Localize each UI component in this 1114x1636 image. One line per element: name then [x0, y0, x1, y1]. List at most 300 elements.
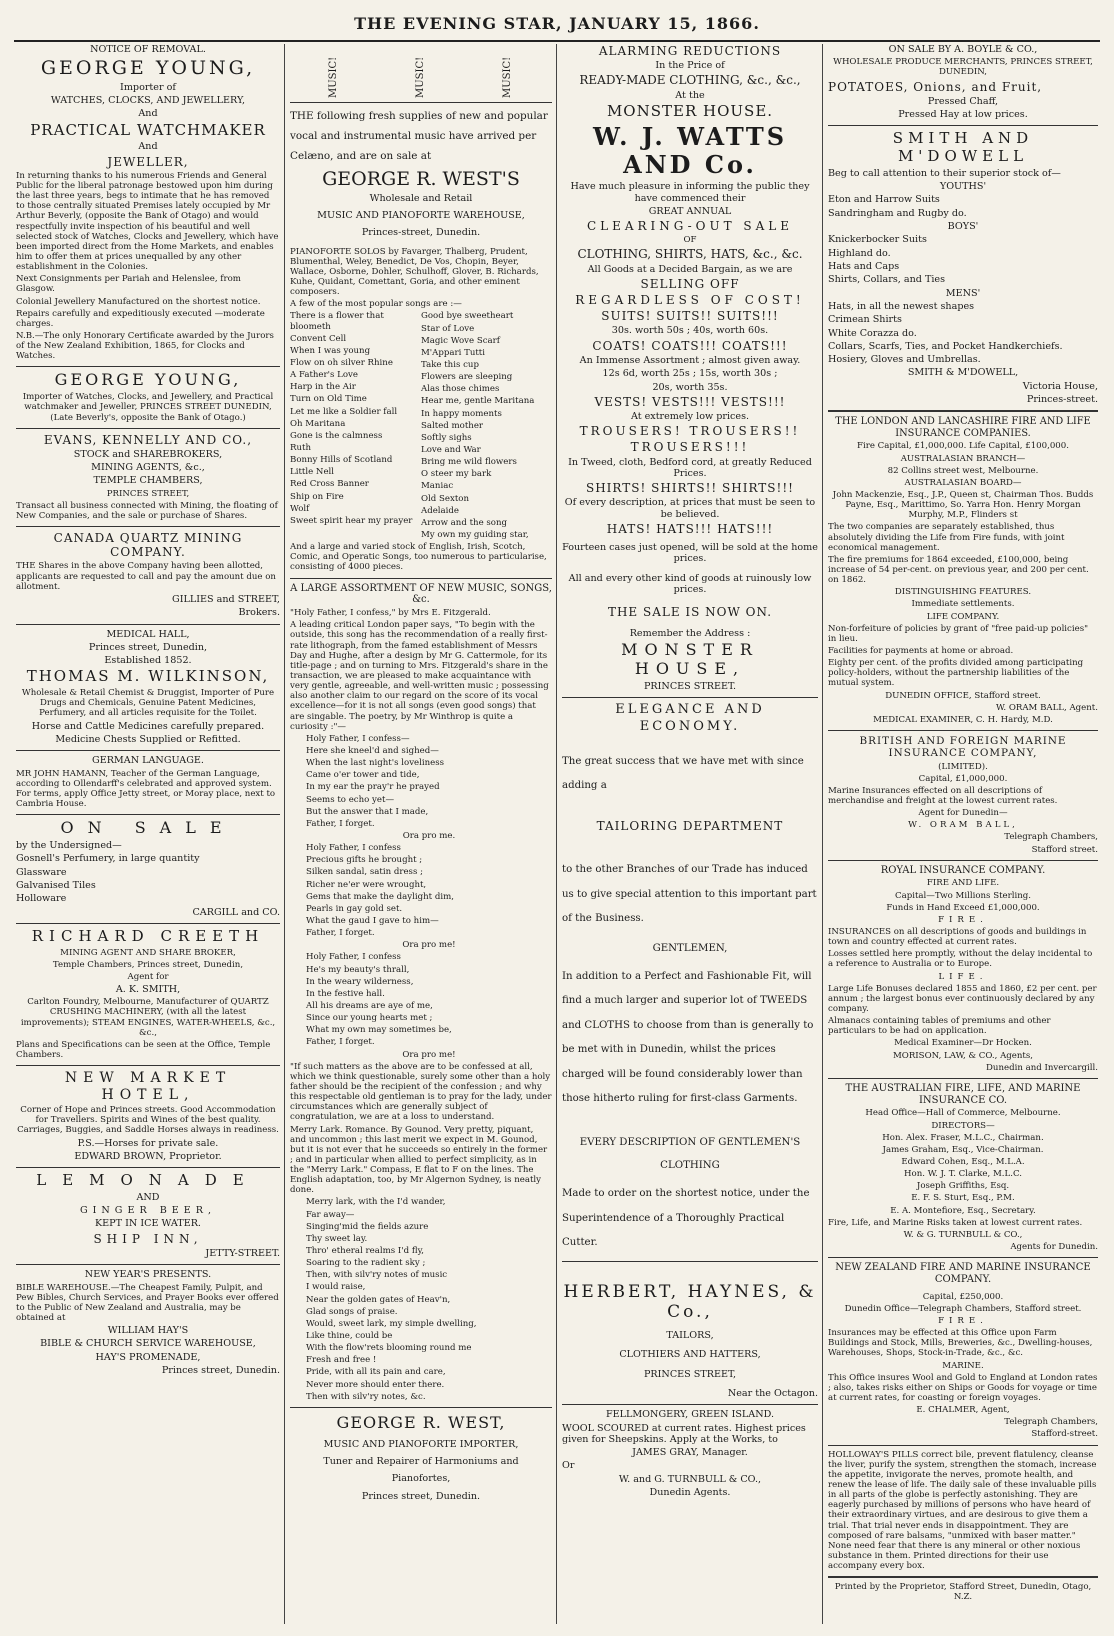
ad-line: AUSTRALASIAN BOARD—: [904, 477, 1022, 488]
ad-body: N.B.—The only Honorary Certificate awarded by the Jurors of the New Zealand Exhibition, 1865, for Clocks and Watches.: [16, 330, 274, 362]
ad-evans-kennelly: [16, 433, 280, 522]
ad-signature: Agents for Dunedin.: [1010, 1241, 1098, 1252]
verse-line: Ora pro me!: [402, 940, 456, 951]
verse: [306, 952, 552, 1059]
ad-body: Large Life Bonuses declared 1855 and 1860, £2 per cent. per annum ; the largest bonus ever continuously declared by any company.: [828, 983, 1097, 1014]
ad-george-west-2: [290, 1414, 552, 1502]
verse: [306, 1197, 552, 1401]
ad-body: Colonial Jewellery Manufactured on the shortest notice.: [16, 296, 261, 307]
ad-body: A leading critical London paper says, "To begin with the outside, this song has the recommendation of a really first-rate lithograph, from the famed establishment of Messrs Day and Hughe, after a design by Mr G. Cattermole, for its title-page ; and on turning to Mrs. Fitzgerald's share in the transaction, we are pleased to make acquaintance with very gentle, agreeable, and well-written music ; possessing also another claim to our regard on the score of its vocal excellence—for it is not all songs (even good songs) that are singable. The poetry, by Mr Winthrop is quite a curiosity :"—: [290, 620, 549, 732]
verse-line: Far away—: [306, 1209, 355, 1220]
ad-body: Beg to call attention to their superior stock of—: [828, 167, 1061, 179]
list-item: Sweet spirit hear my prayer: [290, 515, 413, 526]
ad-line: Agent for: [127, 971, 169, 982]
ad-fellmongery: [562, 1409, 818, 1498]
ad-line: Pianofortes,: [391, 1473, 451, 1485]
ad-body: Eighty per cent. of the profits divided among participating policy-holders, without the partnership liabilities of the mutual system.: [828, 658, 1084, 689]
ad-line: by the Undersigned—: [16, 839, 122, 851]
verse-line: Holy Father, I confess: [306, 952, 401, 963]
ad-line: Capital, £1,000,000.: [918, 773, 1008, 784]
ad-line: W. ORAM BALL,: [908, 820, 1018, 831]
ad-line: JEWELLER,: [107, 154, 189, 169]
list-item: Bring me wild flowers: [421, 457, 517, 468]
ad-line: MUSIC AND PIANOFORTE WAREHOUSE,: [317, 210, 525, 222]
ad-medical-hall: [16, 629, 280, 746]
ad-smith-mdowell: [828, 130, 1098, 405]
list-item: Turn on Old Time: [290, 394, 367, 405]
list-item: Convent Cell: [290, 333, 347, 344]
list-item: Sandringham and Rugby do.: [828, 207, 967, 219]
advertiser-name: GEORGE YOUNG,: [40, 57, 256, 80]
list-item: Ship on Fire: [290, 491, 344, 502]
list-item: Little Nell: [290, 467, 335, 478]
ad-heading: NEW YEAR'S PRESENTS.: [84, 1269, 212, 1281]
ad-heading: ELEGANCE AND ECONOMY.: [615, 701, 765, 734]
list-item: Hon. W. J. T. Clarke, M.L.C.: [904, 1169, 1022, 1180]
ad-line: In the Price of: [655, 60, 725, 72]
list-item: Eton and Harrow Suits: [828, 194, 940, 206]
imprint: [828, 1582, 1098, 1602]
divider: [16, 526, 280, 527]
verse-line: Precious gifts he brought ;: [306, 855, 423, 866]
verse-line: Thy sweet lay.: [306, 1233, 368, 1244]
list-item: Gosnell's Perfumery, in large quantity: [16, 853, 200, 865]
list-item: White Corazza do.: [828, 327, 917, 339]
ad-line: BOYS': [947, 221, 979, 232]
verse-line: What my own may sometimes be,: [306, 1025, 452, 1036]
ad-line: OF: [683, 235, 697, 246]
ad-line: JETTY-STREET.: [205, 1247, 280, 1259]
divider: [16, 923, 280, 924]
ad-line: AUSTRALASIAN BRANCH—: [900, 453, 1026, 464]
verse-line: Silken sandal, satin dress ;: [306, 867, 423, 878]
ad-heading: THE LONDON AND LANCASHIRE FIRE AND LIFE INSURANCE COMPANIES.: [835, 416, 1091, 439]
ad-body: WOOL SCOURED at current rates. Highest prices given for Sheepskins. Apply at the Works, to: [562, 1422, 806, 1445]
ad-body: MR JOHN HAMANN, Teacher of the German Language, according to Ollendarff's celebrated and approved system. For terms, apply Office Jetty street, or Moray place, next to Cambria House.: [16, 768, 276, 809]
verse-line: I would raise,: [306, 1282, 366, 1293]
ad-body: to the other Branches of our Trade has induced us to give special attention to this important part of the Business.: [562, 864, 817, 925]
ad-body: Non-forfeiture of policies by grant of "free paid-up policies" in lieu.: [828, 623, 1089, 644]
ad-herbert-haynes: [562, 1282, 818, 1399]
ad-body: BIBLE WAREHOUSE.—The Cheapest Family, Pulpit, and Pew Bibles, Church Services, and Prayer Books ever offered to the Public of New Zealand and Australia, may be obtained at: [16, 1282, 279, 1323]
divider: [562, 697, 818, 698]
verse-line: In the weary wilderness,: [306, 976, 414, 987]
list-item: Arrow and the song: [421, 517, 508, 528]
ad-line: GENTLEMEN,: [652, 942, 728, 954]
ad-line: P.S.—Horses for private sale.: [77, 1137, 219, 1149]
ad-heading: ON SALE: [60, 818, 236, 838]
verse-line: Ora pro me.: [402, 830, 456, 841]
list-item: Knickerbocker Suits: [828, 234, 927, 246]
ad-signature: W. ORAM BALL, Agent.: [996, 702, 1098, 713]
ad-line: Or: [562, 1460, 575, 1472]
ad-line: Importer of: [120, 81, 176, 93]
advertiser-name: EVANS, KENNELLY AND CO.,: [43, 432, 253, 447]
ad-line: Fourteen cases just opened, will be sold at the home prices.: [562, 542, 818, 565]
ad-line: And: [138, 108, 158, 120]
music-label: MUSIC!: [502, 56, 514, 98]
advertiser-name: SMITH AND M'DOWELL: [892, 129, 1034, 166]
ad-body: "If such matters as the above are to be confessed at all, which we think questionable, surely some other than a holy father should be the recipient of the confession ; and why this respectable old gentleman is to pray for the lady, under circumstances which are generally subject of congratulation, we are at a loss to understand.: [290, 1061, 552, 1123]
ad-george-young-2: [16, 371, 280, 422]
ad-heading: BRITISH AND FOREIGN MARINE INSURANCE COMPANY,: [859, 734, 1067, 760]
ad-line: WHOLESALE PRODUCE MERCHANTS, PRINCES STREET, DUNEDIN,: [833, 57, 1093, 78]
masthead: THE EVENING STAR, JANUARY 15, 1866.: [354, 14, 760, 33]
ad-line: PRINCES STREET.: [643, 680, 737, 692]
ad-line: EVERY DESCRIPTION OF GENTLEMEN'S: [579, 1136, 801, 1148]
ad-line: W. and G. TURNBULL & CO.,: [618, 1473, 762, 1485]
list-item: Galvanised Tiles: [16, 879, 96, 891]
divider: [16, 1167, 280, 1168]
list-item: M'Appari Tutti: [421, 347, 486, 358]
music-banner: [290, 44, 552, 98]
song-list-left: [290, 311, 421, 542]
imprint-text: Printed by the Proprietor, Stafford Street, Dunedin, Otago, N.Z.: [834, 1582, 1092, 1603]
ad-body: Have much pleasure in informing the public they have commenced their: [570, 181, 810, 204]
ad-elegance-economy: [562, 702, 818, 1256]
ad-australian-fire: [828, 1083, 1098, 1252]
list-item: Flow on oh silver Rhine: [290, 358, 393, 369]
advertiser-name: HERBERT, HAYNES, & Co.,: [563, 1281, 817, 1322]
ad-line: COATS! COATS!!! COATS!!!: [592, 338, 788, 353]
advertiser-name: THOMAS M. WILKINSON,: [26, 667, 270, 686]
ad-heading: GERMAN LANGUAGE.: [92, 755, 204, 767]
verse-line: Holy Father, I confess—: [306, 733, 410, 744]
list-item: E. F. S. Sturt, Esq., P.M.: [911, 1193, 1015, 1204]
ad-line: MINING AGENTS, &c.,: [91, 462, 205, 474]
divider: [828, 1078, 1098, 1079]
ad-line: Pressed Hay at low prices.: [898, 109, 1028, 121]
song-list-right: [421, 311, 552, 542]
music-label: MUSIC!: [327, 56, 339, 98]
column-4: [828, 44, 1098, 1624]
verse-line: Father, I forget.: [306, 818, 375, 829]
advertiser-name: NEW MARKET HOTEL,: [64, 1070, 232, 1103]
ad-signature: W. & G. TURNBULL & CO.,: [903, 1229, 1023, 1240]
ad-line: JAMES GRAY, Manager.: [632, 1447, 748, 1459]
divider: [828, 1445, 1098, 1446]
ad-body: INSURANCES on all descriptions of goods and buildings in town and country effected at current rates.: [828, 927, 1087, 948]
ad-line: HATS! HATS!!! HATS!!!: [606, 522, 774, 537]
ad-body: The two companies are separately established, thus absolutely dividing the Life from Fire funds, with joint economical management.: [828, 522, 1065, 553]
column-divider: [556, 44, 557, 1624]
ad-line: CLEARING-OUT SALE: [586, 219, 794, 234]
ad-line: 30s. worth 50s ; 40s, worth 60s.: [611, 325, 769, 337]
verse-line: What the gaud I gave to him—: [306, 915, 439, 926]
ad-line: TROUSERS! TROUSERS!!: [579, 424, 801, 439]
verse: [306, 843, 552, 950]
divider: [828, 1257, 1098, 1258]
divider: [16, 1065, 280, 1066]
ad-heading: A LARGE ASSORTMENT OF NEW MUSIC, SONGS, &c.: [290, 582, 552, 606]
divider: [828, 125, 1098, 126]
list-item: Good bye sweetheart: [421, 311, 514, 322]
ad-line: TEMPLE CHAMBERS,: [93, 475, 203, 487]
ad-line: Immediate settlements.: [911, 599, 1015, 610]
list-item: Love and War: [421, 445, 481, 456]
ad-line: Near the Octagon.: [727, 1387, 818, 1399]
verse-line: Pride, with all its pain and care,: [306, 1367, 446, 1378]
ad-body: PIANOFORTE SOLOS by Favarger, Thalberg, Prudent, Blumenthal, Weley, Benedict, De Vos, Chopin, Beyer, Wallace, Osborne, Dohler, Schulhoff, Glover, B. Richards, Kuhe, Quidant, Comettant, Goria, and other eminent composers.: [290, 246, 539, 298]
ad-line: TAILORS,: [666, 1329, 714, 1341]
advertiser-name: GEORGE R. WEST,: [336, 1412, 506, 1432]
ad-body: Repairs carefully and expeditiously executed —moderate charges.: [16, 308, 265, 329]
ad-body: Almanacs containing tables of premiums and other particulars to be had on application.: [828, 1016, 1051, 1037]
ad-signature: SMITH & M'DOWELL,: [907, 367, 1019, 379]
divider: [16, 814, 280, 815]
ad-royal-insurance: [828, 865, 1098, 1073]
ad-signature: Stafford-street.: [1031, 1429, 1098, 1440]
ad-line: CLOTHIERS AND HATTERS,: [619, 1349, 761, 1361]
divider: [828, 860, 1098, 861]
ad-line: POTATOES, Onions, and Fruit,: [828, 79, 1043, 94]
ad-line: Princes street, Dunedin.: [161, 1365, 280, 1377]
ad-line: Pressed Chaff,: [927, 95, 999, 107]
list-item: Red Cross Banner: [290, 479, 369, 490]
verse-line: In the festive hall.: [306, 988, 385, 999]
verse-line: Fresh and free !: [306, 1355, 377, 1366]
list-item: Hosiery, Gloves and Umbrellas.: [828, 354, 981, 366]
list-item: In happy moments: [421, 408, 502, 419]
ad-line: Capital, £250,000.: [922, 1291, 1004, 1302]
ad-line: Temple Chambers, Princes street, Dunedin,: [52, 959, 244, 970]
ad-line: WILLIAM HAY'S: [107, 1325, 189, 1337]
advertiser-name: RICHARD CREETH: [31, 926, 265, 945]
advertiser-name: W. J. WATTS AND Co.: [592, 121, 788, 179]
ad-line: HAY'S PROMENADE,: [95, 1351, 201, 1363]
ad-line: DIRECTORS—: [931, 1120, 995, 1131]
column-2: [290, 44, 552, 1624]
verse-line: In my ear the pray'r he prayed: [306, 782, 440, 793]
list-item: Old Sexton: [421, 493, 470, 504]
ad-line: DUNEDIN OFFICE, Stafford street.: [885, 690, 1041, 701]
music-label: MUSIC!: [415, 56, 427, 98]
divider: [290, 578, 552, 579]
ad-body: Next Consignments per Pariah and Helenslee, from Glasgow.: [16, 274, 241, 295]
ad-body: Corner of Hope and Princes streets. Good Accommodation for Travellers. Spirits and Wines of the best quality. Carriages, Buggies, and Saddle Horses always in readiness.: [17, 1105, 279, 1136]
ad-line: GREAT ANNUAL: [648, 205, 732, 217]
ad-body: Marine Insurances effected on all descriptions of merchandise and freight at the lowest current rates.: [828, 785, 1058, 806]
ad-line: WATCHES, CLOCKS, AND JEWELLERY,: [50, 95, 246, 107]
ad-line: MEDICAL EXAMINER, C. H. Hardy, M.D.: [873, 714, 1053, 725]
ad-line: STOCK and SHAREBROKERS,: [73, 448, 223, 460]
ad-line: Dunedin Agents.: [649, 1487, 731, 1499]
ad-line: In Tweed, cloth, Bedford cord, at greatly Reduced Prices.: [568, 456, 812, 479]
verse-line: Pearls in gay gold set.: [306, 903, 403, 914]
list-item: My own my guiding star,: [421, 530, 529, 541]
ad-line: Remember the Address :: [629, 627, 751, 639]
verse-line: Singing'mid the fields azure: [306, 1221, 429, 1232]
ad-body: A few of the most popular songs are :—: [290, 299, 462, 310]
divider: [16, 1264, 280, 1265]
ad-line: MINING AGENT AND SHARE BROKER,: [60, 947, 236, 958]
ad-heading: THE AUSTRALIAN FIRE, LIFE, AND MARINE INSURANCE CO.: [845, 1082, 1081, 1106]
ad-body: Carlton Foundry, Melbourne, Manufacturer of QUARTZ CRUSHING MACHINERY, (with all the latest improvements); STEAM ENGINES, WATER-WHEELS, &c., &c.,: [20, 997, 276, 1038]
verse-line: He's my beauty's thrall,: [306, 964, 410, 975]
list-item: Adelaide: [421, 505, 460, 516]
verse-line: Richer ne'er were wrought,: [306, 879, 427, 890]
list-item: Hats, in all the newest shapes: [828, 300, 975, 312]
list-item: Hear me, gentle Maritana: [421, 396, 535, 407]
ad-line: Established 1852.: [104, 655, 192, 667]
ad-signature: EDWARD BROWN, Proprietor.: [74, 1150, 222, 1162]
ad-new-zealand-fire: [828, 1262, 1098, 1439]
verse-line: Then with silv'ry notes, &c.: [306, 1391, 426, 1402]
ad-body: Plans and Specifications can be seen at the Office, Temple Chambers.: [16, 1039, 271, 1060]
ad-line: THE SALE IS NOW ON.: [607, 605, 773, 620]
ad-line: (LIMITED).: [938, 761, 988, 772]
verse-line: Never more should enter there.: [306, 1379, 445, 1390]
ad-german-language: [16, 755, 280, 809]
ad-line: AND: [136, 1191, 160, 1203]
ad-body: Fire, Life, and Marine Risks taken at lowest current rates.: [828, 1217, 1083, 1228]
ad-body: Importer of Watches, Clocks, and Jewellery, and Practical watchmaker and Jeweller, PRINCES STREET DUNEDIN, (Late Beverly's, opposite the Bank of Otago.): [22, 392, 274, 423]
ad-line: SELLING OFF: [640, 276, 740, 291]
ad-body: HOLLOWAY'S PILLS correct bile, prevent flatulency, cleanse the liver, purify the system, strengthen the stomach, increase the appetite, invigorate the nerves, promote health, and renew the lease of life. The daily sale of these invaluable pills in all parts of the globe is perfectly astonishing. They are eagerly purchased by millions of persons who have heard of their extraordinary virtues, and are desirous to give them a trial. That trial never ends in disappointment. They are composed of rare balsams, "unmixed with baser matter." None need fear that there is any mineral or other noxious substance in them. Printed directions for their use accompany every box.: [828, 1449, 1097, 1572]
list-item: Gone is the calmness: [290, 430, 383, 441]
ad-richard-creeth: [16, 928, 280, 1060]
ad-line: "Holy Father, I confess," by Mrs E. Fitzgerald.: [290, 608, 491, 619]
list-item: Shirts, Collars, and Ties: [828, 274, 946, 286]
verse-line: Soaring to the radient sky ;: [306, 1258, 426, 1269]
ad-body: Made to order on the shortest notice, under the Superintendence of a Thoroughly Practical Cutter.: [562, 1188, 810, 1249]
ad-body: This Office insures Wool and Gold to England at London rates ; also, takes risks either on Ships or Goods for voyage or time at current rates, for coasting or foreign voyages.: [828, 1372, 1098, 1403]
list-item: Harp in the Air: [290, 382, 356, 393]
verse-line: Came o'er tower and tide,: [306, 770, 420, 781]
verse-line: Here she kneel'd and sighed—: [306, 746, 439, 756]
ad-line: 20s, worth 35s.: [652, 381, 728, 393]
ad-line: LIFE COMPANY.: [926, 611, 1000, 622]
ad-body: In returning thanks to his numerous Friends and General Public for the liberal patronage bestowed upon him during the last three years, begs to intimate that he has removed to those centrally situated Premises lately occupied by Mr Arthur Beverly, (opposite the Bank of Otago) and would respectfully invite inspection of his beautiful and well selected stock of Watches, Clocks and Jewellery, which have been imported direct from the Home Markets, and enables him to offer them at prices unequalled by any other establishment in the Colonies.: [16, 170, 279, 273]
ad-line: FIRE AND LIFE.: [926, 878, 1000, 889]
ad-signature: Victoria House,: [1022, 380, 1098, 392]
ad-signature: E. CHALMER, Agent,: [916, 1405, 1010, 1416]
list-item: There is a flower that bloometh: [290, 311, 384, 332]
ad-line: Telegraph Chambers,: [1004, 832, 1098, 843]
divider: [16, 750, 280, 751]
ad-line: SHIP INN,: [93, 1231, 203, 1246]
divider: [16, 428, 280, 429]
ad-lemonade: [16, 1172, 280, 1259]
divider: [16, 624, 280, 625]
list-item: Star of Love: [421, 323, 475, 334]
divider: [562, 1261, 818, 1262]
ad-line: All and every other kind of goods at ruinously low prices.: [568, 572, 812, 596]
list-item: Oh Maritana: [290, 418, 346, 429]
ad-line: CLOTHING: [660, 1160, 720, 1172]
ad-body: Wholesale & Retail Chemist & Druggist, Importer of Pure Drugs and Chemicals, Genuine Patent Medicines, Perfumery, and all articles requisite for the Toilet.: [21, 688, 275, 719]
list-item: Collars, Scarfs, Ties, and Pocket Handkerchiefs.: [828, 340, 1063, 352]
ad-george-west: [290, 107, 552, 573]
ad-body: The great success that we have met with since adding a: [562, 755, 804, 792]
verse-line: All his dreams are aye of me,: [306, 1000, 433, 1011]
divider: [16, 366, 280, 367]
ad-london-lancashire: [828, 416, 1098, 725]
ad-line: A. K. SMITH,: [115, 983, 181, 995]
list-item: Maniac: [421, 481, 454, 492]
verse-line: Near the golden gates of Heav'n,: [306, 1294, 451, 1305]
list-item: O steer my bark: [421, 469, 492, 480]
ad-line: READY-MADE CLOTHING, &c., &c.,: [579, 73, 801, 88]
list-item: Flowers are sleeping: [421, 372, 513, 383]
ad-monster-house: [562, 44, 818, 692]
ad-george-young: [16, 44, 280, 361]
column-divider: [822, 44, 823, 1624]
ad-signature: GILLIES and STREET,: [172, 593, 280, 605]
ad-line: Medical Examiner—Dr Hocken.: [894, 1038, 1032, 1049]
list-item: Hats and Caps: [828, 260, 900, 272]
divider: [290, 1407, 552, 1408]
ad-heading: FELLMONGERY, GREEN ISLAND.: [605, 1409, 775, 1421]
list-item: Glassware: [16, 866, 67, 878]
divider: [828, 730, 1098, 731]
verse: [306, 734, 552, 841]
list-item: Wolf: [290, 503, 310, 514]
ad-line: Agent for Dunedin—: [918, 808, 1008, 819]
column-1: [16, 44, 280, 1624]
ad-heading: MEDICAL HALL,: [106, 628, 190, 640]
ad-body: Insurances may be effected at this Office upon Farm Buildings and Stock, Mills, Breweries, &c., Dwelling-houses, Warehouses, Shops, Stock-in-Trade, &c., &c.: [828, 1328, 1093, 1359]
list-item: Hon. Alex. Fraser, M.L.C., Chairman.: [882, 1132, 1044, 1143]
ad-body: Facilities for payments at home or abroad.: [828, 646, 1014, 656]
ad-line: PRINCES STREET,: [106, 488, 190, 499]
masthead-rule: [14, 40, 1100, 42]
list-item: Alas those chimes: [421, 384, 500, 395]
column-3: [562, 44, 818, 1624]
ad-line: KEPT IN ICE WATER.: [95, 1218, 201, 1230]
ad-line: 82 Collins street west, Melbourne.: [887, 465, 1039, 476]
ad-line: BIBLE & CHURCH SERVICE WAREHOUSE,: [40, 1338, 256, 1350]
ad-line: MARINE.: [942, 1360, 984, 1371]
ad-signature: Dunedin and Invercargill.: [986, 1062, 1098, 1073]
ad-body: Merry Lark. Romance. By Gounod. Very pretty, piquant, and uncommon ; this last merit we expect in M. Gounod, but it is not ever that he succeeds so entirely in the former ; and in particular when allied to perfect simplicity, as in the "Merry Lark." Compass, E flat to F on the lines. The English adaptation, too, by Mr Algernon Sydney, is neatly done.: [290, 1124, 548, 1196]
ad-line: Of every description, at prices that must be seen to be believed.: [564, 497, 816, 520]
ad-body: And a large and varied stock of English, Irish, Scotch, Comic, and Operatic Songs, too numerous to particularise, consisting of 4000 pieces.: [290, 542, 547, 573]
ad-body: The fire premiums for 1864 exceeded, £100,000, being increase of 54 per-cent. on previous year, and 200 per cent. on 1862.: [828, 554, 1089, 586]
divider: [828, 1576, 1098, 1578]
verse-line: Would, sweet lark, my simple dwelling,: [306, 1318, 477, 1329]
ad-heading: NEW ZEALAND FIRE AND MARINE INSURANCE COMPANY.: [835, 1262, 1091, 1285]
list-item: Joseph Griffiths, Esq.: [916, 1181, 1010, 1192]
ad-line: CLOTHING, SHIRTS, HATS, &c., &c.: [577, 247, 803, 262]
verse-line: Ora pro me!: [402, 1049, 456, 1060]
ad-line: DISTINGUISHING FEATURES.: [894, 587, 1032, 598]
ad-body: Medicine Chests Supplied or Refitted.: [55, 733, 241, 745]
ad-body: Transact all business connected with Mining, the floating of New Companies, and the sale or purchase of Shares.: [16, 500, 278, 522]
verse-line: With the flow'rets blooming round me: [306, 1343, 472, 1354]
ad-signature: MORISON, LAW, & CO., Agents,: [892, 1050, 1034, 1061]
verse-line: But the answer that I made,: [306, 806, 429, 817]
ad-line: MONSTER HOUSE.: [606, 101, 774, 120]
list-item: Let me like a Soldier fall: [290, 406, 398, 417]
ad-line: SHIRTS! SHIRTS!! SHIRTS!!!: [586, 481, 794, 496]
ad-line: VESTS! VESTS!!! VESTS!!!: [594, 394, 786, 409]
list-item: Take this cup: [421, 360, 479, 371]
ad-line: LIFE.: [938, 971, 988, 982]
ad-line: 12s 6d, worth 25s ; 15s, worth 30s ;: [602, 368, 778, 380]
verse-line: Glad songs of praise.: [306, 1306, 398, 1317]
verse-line: Seems to echo yet—: [306, 794, 395, 805]
ad-boyle: [828, 44, 1098, 120]
ad-line: Funds in Hand Exceed £1,000,000.: [886, 902, 1040, 913]
list-item: Magic Wove Scarf: [421, 335, 500, 346]
ad-canada-quartz: [16, 531, 280, 618]
ad-new-years-presents: [16, 1269, 280, 1376]
ad-body: THE Shares in the above Company having been allotted, applicants are requested to call and pay the amount due on allotment.: [16, 561, 276, 592]
ad-heading: ON SALE BY A. BOYLE & CO.,: [888, 44, 1038, 55]
ad-line: Stafford street.: [1031, 844, 1098, 855]
verse-line: Then, with silv'ry notes of music: [306, 1270, 448, 1281]
